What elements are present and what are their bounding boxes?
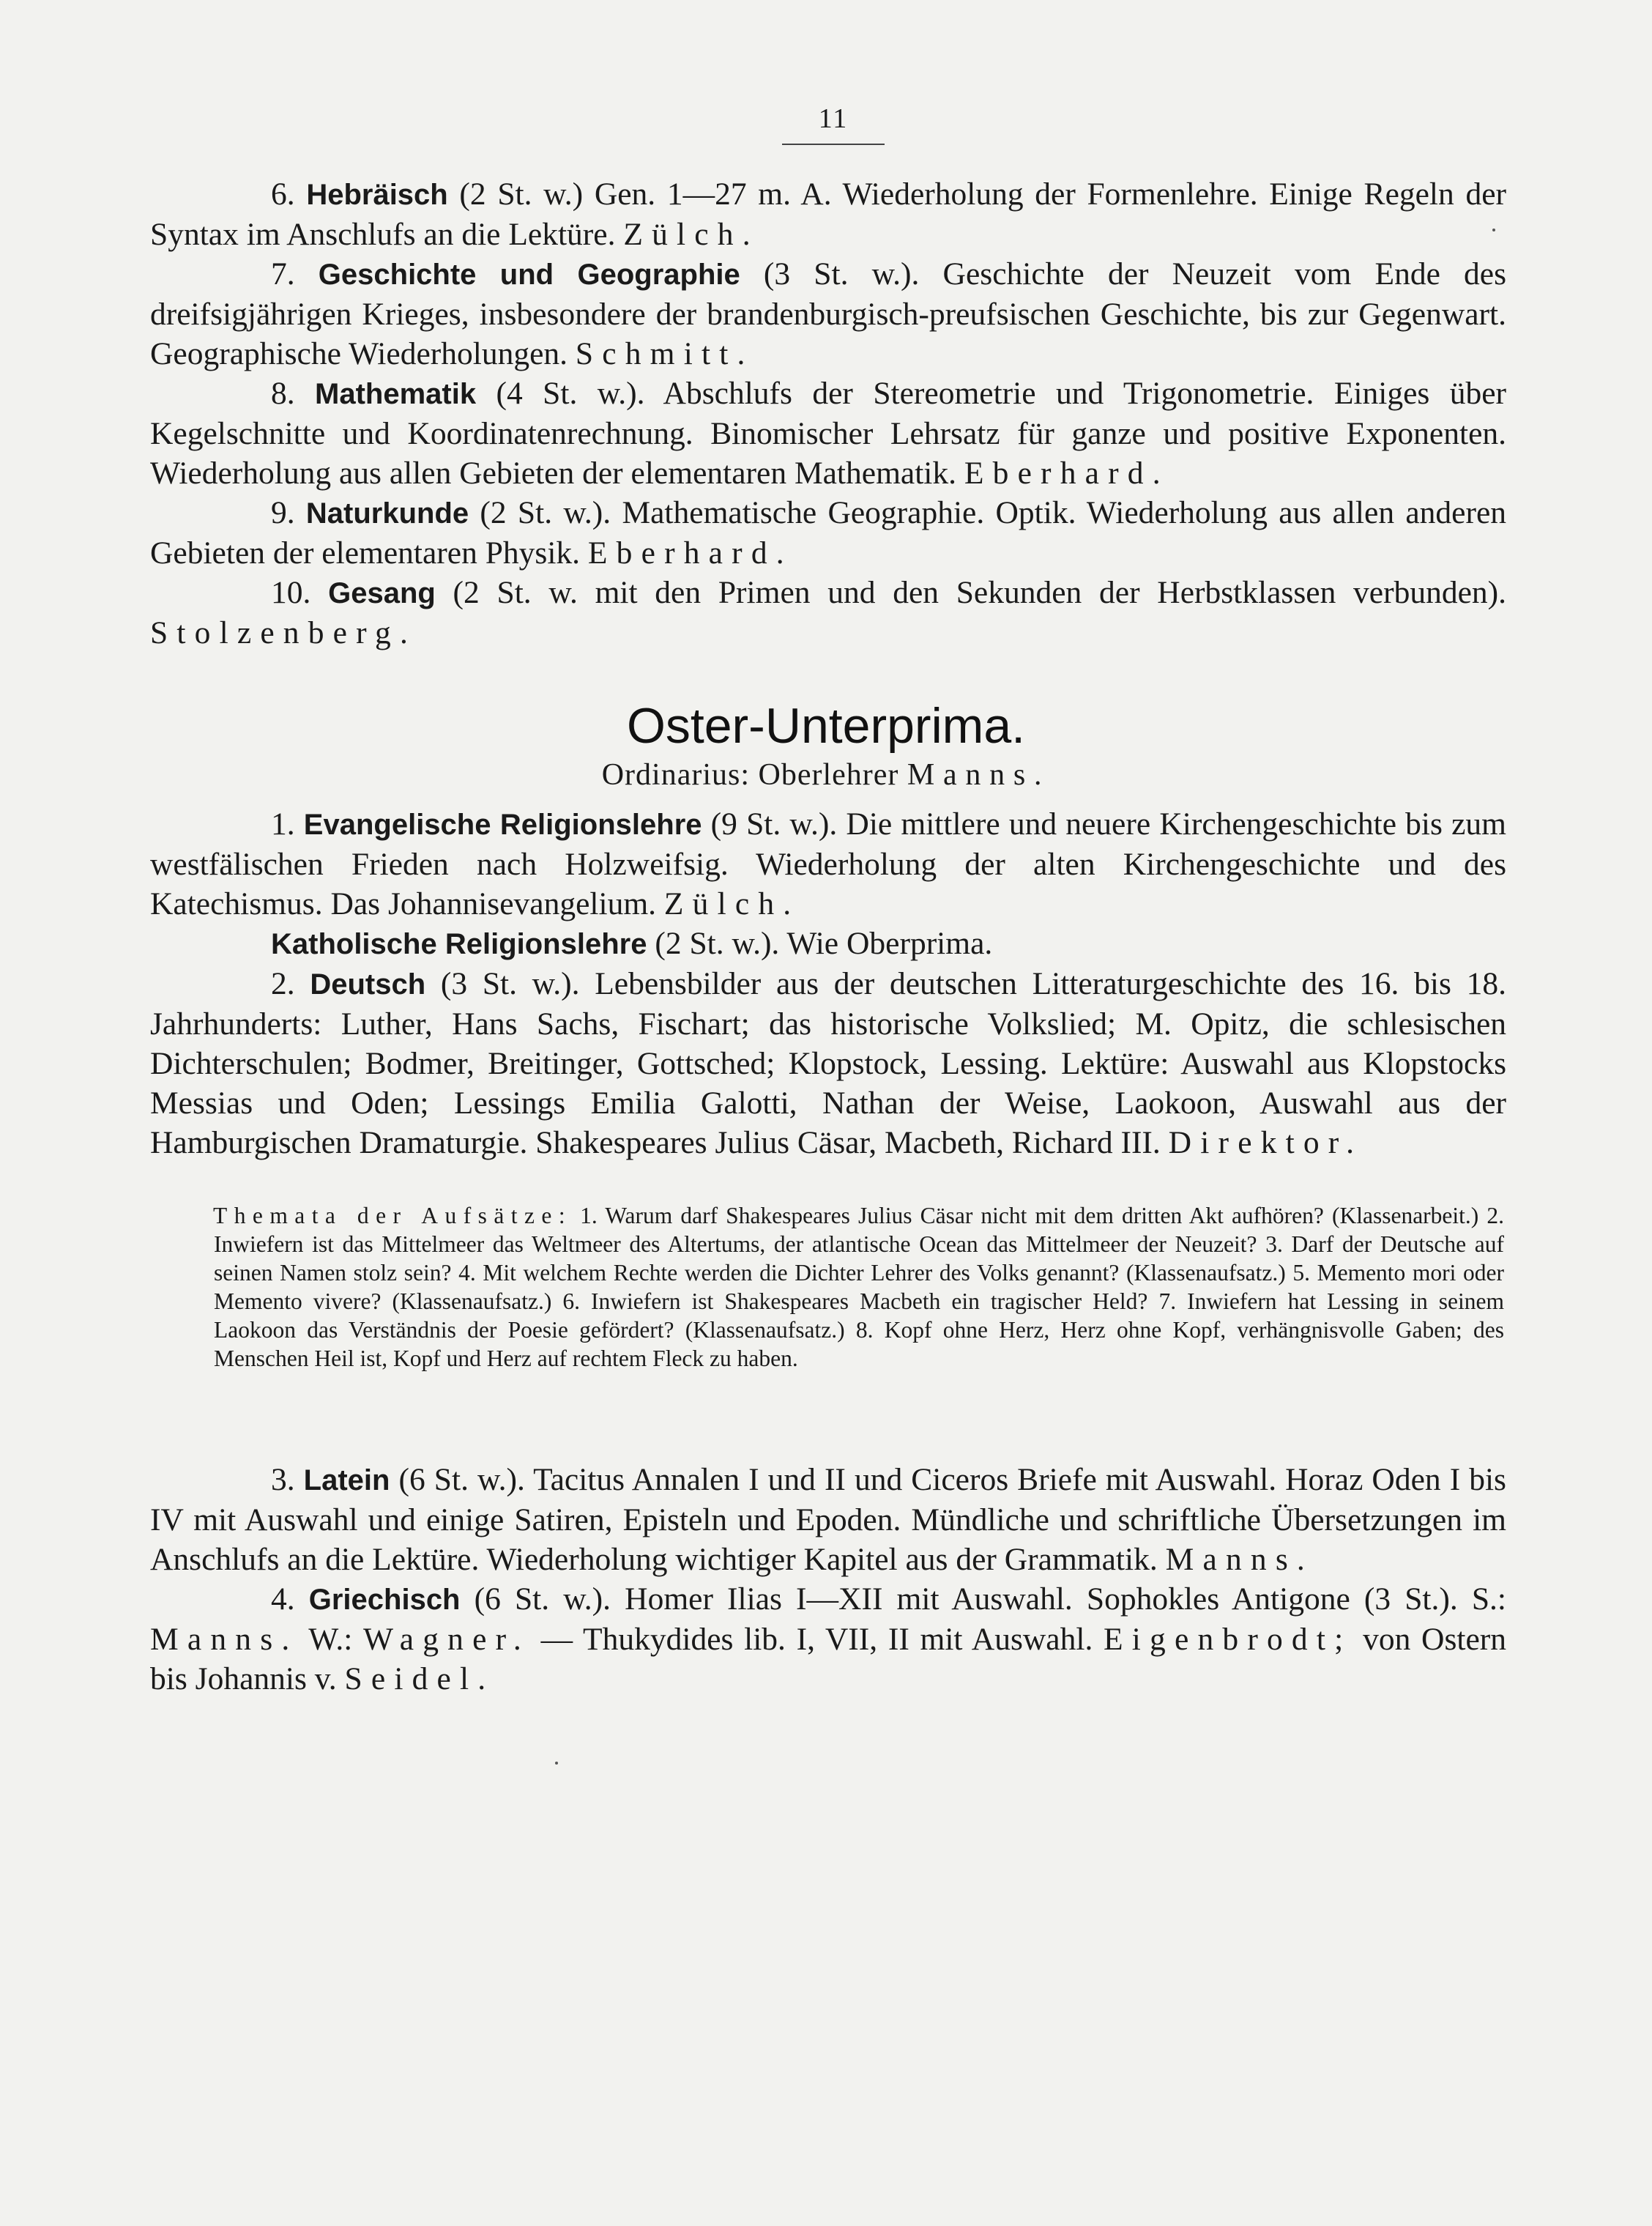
page-number: 11 bbox=[782, 103, 885, 145]
subject-text: — Thukydides lib. I, VII, II mit Auswahl. bbox=[529, 1622, 1104, 1657]
themes-text: 1. Warum darf Shakespeares Julius Cäsar nicht mit dem dritten Akt aufhören? (Klassenarbeit.) 2. Inwiefern ist das Mittelmeer das Weltmeer des Altertums, der atlantische Ocean das Mittelmeer der Neuzeit? 3. Darf der Deutsche auf seinen Namen stolz sein? 4. Mit welchem Rechte werden die Dichter Lehrer des Volks genannt? (Klassenaufsatz.) 5. Memento mori oder Memento vivere? (Klassenaufsatz.) 6. Inwiefern ist Shakespeares Macbeth ein tragischer Held? 7. Inwiefern hat Lessing in seinem Laokoon das Verständnis der Poesie gefördert? (Klassenaufsatz.) 8. Kopf ohne Herz, Herz ohne Kopf, verhängnisvolle Gaben; des Menschen Heil ist, Kopf und Herz auf rechtem Fleck zu haben. bbox=[214, 1203, 1504, 1371]
teacher-name: Eberhard. bbox=[964, 456, 1169, 491]
themes-heading: Themata der Aufsätze: bbox=[213, 1203, 573, 1228]
subject-text: (2 St. w. mit den Primen und den Sekunden der Herbstklassen verbunden). bbox=[435, 575, 1506, 610]
subject-text: (3 St. w.). Geschichte der Neuzeit vom Ende des dreifsigjährigen Krieges, insbesondere der brandenburgisch-preufsischen Geschichte, bis zur Gegenwart. Geographische Wiederholungen. bbox=[150, 256, 1507, 371]
subject-paragraph-1b bbox=[150, 924, 1506, 964]
item-number: 4. bbox=[271, 1581, 295, 1617]
subject-text: (4 St. w.). Abschlufs der Stereometrie und Trigonometrie. Einiges über Kegelschnitte und Koordinatenrechnung. Binomischer Lehrsatz für ganze und positive Exponenten. Wiederholung aus allen Gebieten der elementaren Mathematik. bbox=[150, 376, 1507, 491]
subject-text: (3 St. w.). Lebensbilder aus der deutschen Litteraturgeschichte des 16. bis 18. Jahrhunderts: Luther, Hans Sachs, Fischart; das historische Volkslied; M. Opitz, die schlesischen Dichterschulen; Bodmer, Breitinger, Gottsched; Klopstock, Lessing. Lektüre: Auswahl aus Klopstocks Messias und Oden; Lessings Emilia Galotti, Nathan der Weise, Laokoon, Auswahl aus der Hamburgischen Dramaturgie. Shakespeares Julius Cäsar, Macbeth, Richard III. bbox=[150, 966, 1506, 1160]
teacher-name: Seidel. bbox=[344, 1661, 495, 1696]
teacher-name: Schmitt. bbox=[575, 336, 754, 371]
teacher-name: Stolzenberg. bbox=[150, 615, 417, 650]
scan-speck bbox=[555, 1762, 558, 1765]
teacher-name: Eigenbrodt; bbox=[1104, 1622, 1353, 1657]
subject-heading: Latein bbox=[303, 1464, 390, 1496]
item-number: 2. bbox=[271, 966, 295, 1001]
item-number: 8. bbox=[271, 376, 295, 411]
bottom-section-lower bbox=[150, 1460, 1506, 1699]
item-number: 7. bbox=[271, 256, 295, 292]
subject-heading: Griechisch bbox=[308, 1584, 461, 1616]
subject-heading: Geschichte und Geographie bbox=[318, 259, 740, 291]
teacher-name: Manns. bbox=[1165, 1542, 1314, 1577]
teacher-name: Direktor. bbox=[1168, 1125, 1363, 1160]
item-number: 10. bbox=[271, 575, 311, 610]
subject-paragraph-6 bbox=[150, 174, 1506, 254]
item-number: 9. bbox=[271, 495, 295, 530]
scan-speck bbox=[1492, 229, 1495, 231]
subject-heading: Hebräisch bbox=[306, 179, 448, 211]
subject-text: (6 St. w.). Tacitus Annalen I und II und Ciceros Briefe mit Auswahl. Horaz Oden I bis IV mit Auswahl und einige Satiren, Episteln und Epoden. Mündliche und schriftliche Übersetzungen im Anschlufs an die Lektüre. Wiederholung wichtiger Kapitel aus der Grammatik. bbox=[150, 1462, 1506, 1577]
subject-paragraph-4 bbox=[150, 1579, 1506, 1699]
subject-heading: Evangelische Religionslehre bbox=[303, 809, 702, 841]
ordinarius-line bbox=[0, 757, 1652, 793]
subject-text: (2 St. w.). Mathematische Geographie. Optik. Wiederholung aus allen anderen Gebieten der elementaren Physik. bbox=[150, 495, 1507, 571]
subject-paragraph-8 bbox=[150, 374, 1506, 493]
subject-paragraph-10 bbox=[150, 573, 1506, 653]
essay-themes bbox=[214, 1201, 1504, 1373]
teacher-name: Zülch. bbox=[663, 886, 800, 921]
teacher-name: Eberhard. bbox=[587, 535, 793, 571]
subject-paragraph-9 bbox=[150, 493, 1506, 573]
teacher-name: Zülch. bbox=[623, 217, 759, 252]
subject-heading: Deutsch bbox=[310, 968, 426, 1001]
subject-paragraph-3 bbox=[150, 1460, 1506, 1579]
item-number: 6. bbox=[271, 177, 295, 212]
subject-text: von Ostern bis Johannis v. bbox=[150, 1622, 1506, 1696]
subject-text: (9 St. w.). Die mittlere und neuere Kirchengeschichte bis zum westfälischen Frieden nach Holzweifsig. Wiederholung der alten Kirchengeschichte und des Katechismus. Das Johannisevangelium. bbox=[150, 806, 1507, 921]
item-number: 3. bbox=[271, 1462, 295, 1497]
subject-paragraph-7 bbox=[150, 254, 1506, 374]
subject-text: W.: bbox=[298, 1622, 364, 1657]
subject-text: (2 St. w.). Wie Oberprima. bbox=[647, 926, 993, 961]
subject-text: (6 St. w.). Homer Ilias I—XII mit Auswahl. Sophokles Antigone (3 St.). S.: bbox=[460, 1581, 1506, 1617]
ordinarius-label: Ordinarius: Oberlehrer bbox=[601, 758, 907, 792]
subject-text: (2 St. w.) Gen. 1—27 m. A. Wiederholung der Formenlehre. Einige Regeln der Syntax im Anschlufs an die Lektüre. bbox=[150, 177, 1506, 252]
subject-paragraph-1 bbox=[150, 804, 1506, 924]
bottom-section-upper bbox=[150, 804, 1506, 1162]
subject-paragraph-2 bbox=[150, 964, 1506, 1162]
subject-heading: Mathematik bbox=[315, 378, 477, 410]
section-title: Oster-Unterprima. bbox=[626, 698, 1026, 754]
subject-heading: Katholische Religionslehre bbox=[271, 928, 647, 960]
teacher-name: Wagner. bbox=[363, 1622, 530, 1657]
subject-heading: Naturkunde bbox=[305, 497, 469, 530]
ordinarius-name: Manns. bbox=[907, 758, 1051, 792]
subject-heading: Gesang bbox=[328, 577, 436, 609]
item-number: 1. bbox=[271, 806, 295, 842]
top-section bbox=[150, 174, 1506, 653]
teacher-name: Manns. bbox=[150, 1622, 299, 1657]
